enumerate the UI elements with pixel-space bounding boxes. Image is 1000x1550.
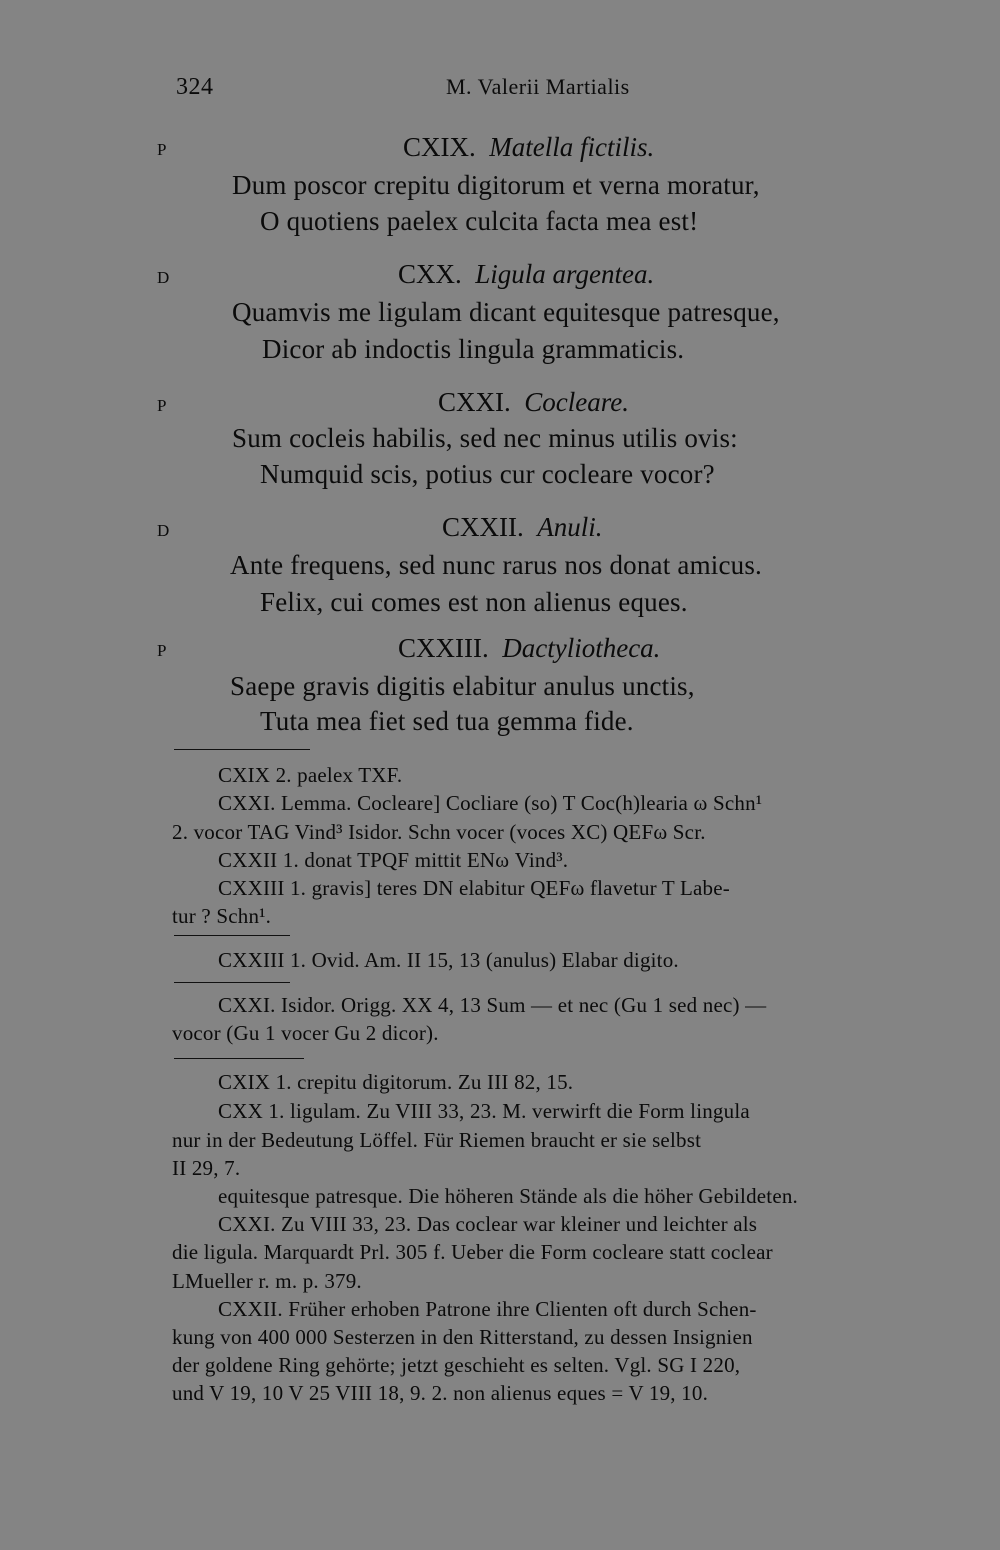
apparatus-line: 2. vocor TAG Vind³ Isidor. Schn vocer (voces XC) QEFω Scr. [172,820,706,844]
verse-line: O quotiens paelex culcita facta mea est! [260,206,699,236]
apparatus-line: CXXI. Lemma. Cocleare] Cocliare (so) T Coc(h)learia ω Schn¹ [218,791,763,815]
page-number: 324 [176,74,214,100]
commentary-line: CXXI. Zu VIII 33, 23. Das coclear war kleiner und leichter als [218,1212,758,1236]
manuscript-siglum: D [157,268,170,287]
manuscript-siglum: P [157,396,167,415]
commentary-line: und V 19, 10 V 25 VIII 18, 9. 2. non alienus eques = V 19, 10. [172,1381,709,1405]
poem-lemma: Cocleare. [524,387,629,417]
commentary-line: LMueller r. m. p. 379. [172,1269,362,1293]
poem-title [398,633,660,664]
poem-title [438,387,629,418]
poem-title [398,259,654,290]
apparatus-line: CXXIII 1. gravis] teres DN elabitur QEFω flavetur T Labe- [218,876,730,900]
poem-title [442,512,603,543]
poem-number: CXIX. [403,132,476,162]
commentary-line: CXXII. Früher erhoben Patrone ihre Clienten oft durch Schen- [218,1297,757,1321]
commentary-line: die ligula. Marquardt Prl. 305 f. Ueber die Form cocleare statt coclear [172,1240,773,1264]
commentary-line: CXIX 1. crepitu digitorum. Zu III 82, 15. [218,1070,574,1094]
poem-lemma: Matella fictilis. [489,132,655,162]
verse-line: Dum poscor crepitu digitorum et verna moratur, [232,170,760,200]
verse-line: Quamvis me ligulam dicant equitesque patresque, [232,297,780,327]
verse-line: Ante frequens, sed nunc rarus nos donat amicus. [230,550,763,580]
commentary-line: der goldene Ring gehörte; jetzt geschieht es selten. Vgl. SG I 220, [172,1353,741,1377]
verse-line: Tuta mea fiet sed tua gemma fide. [260,706,634,736]
verse-line: Sum cocleis habilis, sed nec minus utilis ovis: [232,423,738,453]
poem-number: CXXII. [442,512,524,542]
commentary-line: nur in der Bedeutung Löffel. Für Riemen braucht er sie selbst [172,1128,702,1152]
sources-rule [174,982,290,983]
verse-line: Saepe gravis digitis elabitur anulus unctis, [230,671,695,701]
commentary-line: equitesque patresque. Die höheren Stände als die höher Gebildeten. [218,1184,799,1208]
manuscript-siglum: P [157,641,167,660]
commentary-line: kung von 400 000 Sesterzen in den Ritterstand, zu dessen Insignien [172,1325,753,1349]
poem-number: CXXI. [438,387,511,417]
poem-lemma: Anuli. [537,512,603,542]
testimonia-rule [174,935,290,936]
poem-lemma: Dactyliotheca. [502,633,661,663]
poem-title [403,132,654,163]
manuscript-siglum: D [157,521,170,540]
verse-line: Numquid scis, potius cur cocleare vocor? [260,459,715,489]
testimonia-line: CXXIII 1. Ovid. Am. II 15, 13 (anulus) Elabar digito. [218,948,679,972]
commentary-rule [174,1058,304,1059]
sources-line: CXXI. Isidor. Origg. XX 4, 13 Sum — et nec (Gu 1 sed nec) — [218,993,767,1017]
apparatus-line: CXXII 1. donat TPQF mittit ENω Vind³. [218,848,569,872]
poem-lemma: Ligula argentea. [475,259,655,289]
poem-number: CXX. [398,259,462,289]
poem-number: CXXIII. [398,633,489,663]
commentary-line: II 29, 7. [172,1156,241,1180]
apparatus-rule [174,749,310,750]
verse-line: Dicor ab indoctis lingula grammaticis. [262,334,685,364]
running-title: M. Valerii Martialis [446,74,630,99]
apparatus-line: CXIX 2. paelex TXF. [218,763,403,787]
sources-line: vocor (Gu 1 vocer Gu 2 dicor). [172,1021,439,1045]
manuscript-siglum: P [157,140,167,159]
verse-line: Felix, cui comes est non alienus eques. [260,587,688,617]
commentary-line: CXX 1. ligulam. Zu VIII 33, 23. M. verwirft die Form lingula [218,1099,750,1123]
apparatus-line: tur ? Schn¹. [172,904,272,928]
